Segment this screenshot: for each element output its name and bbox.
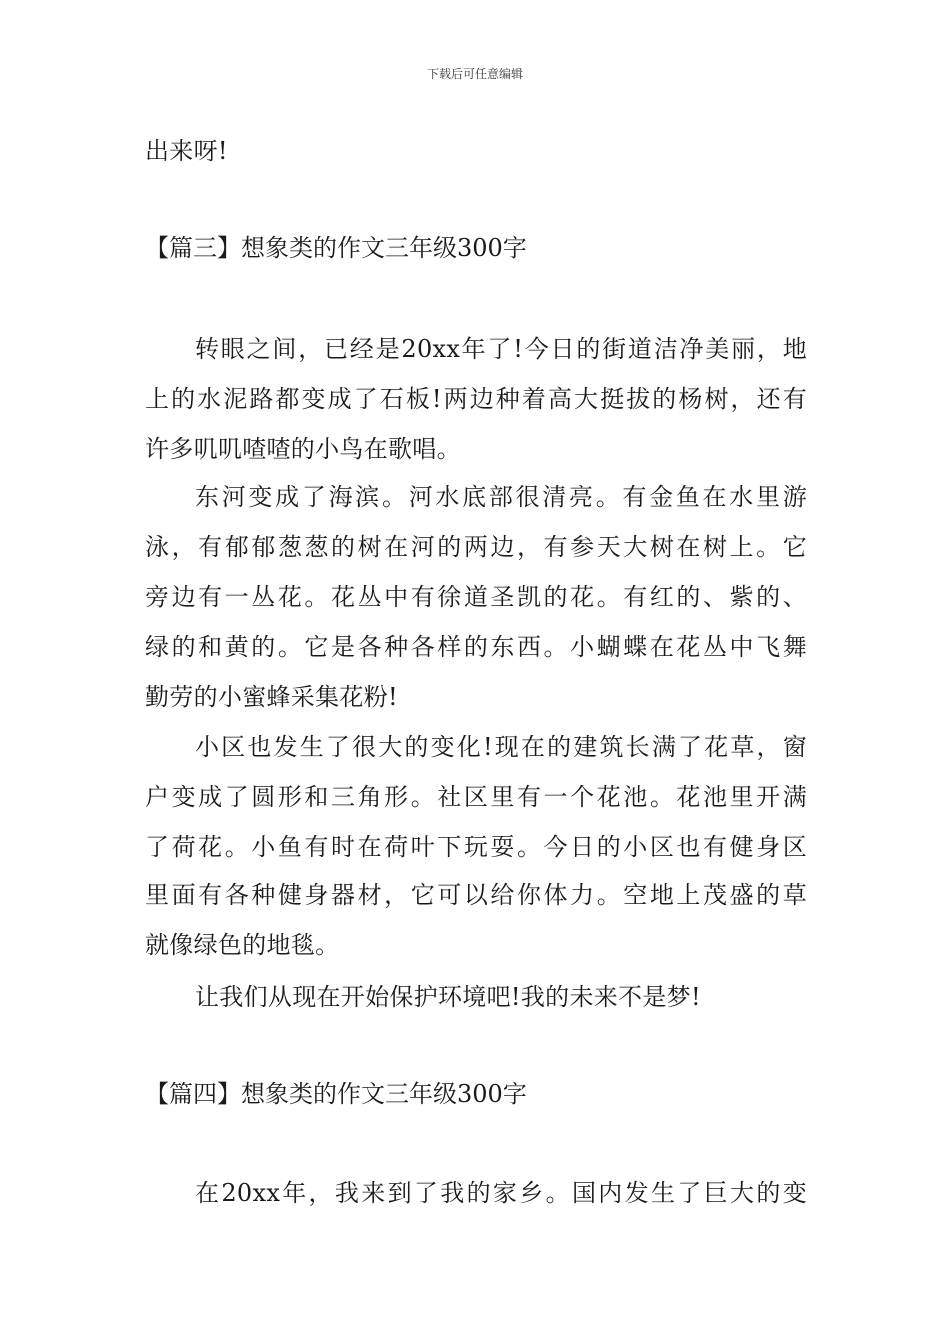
page-header: 下载后可任意编辑 <box>426 67 523 81</box>
text-line: 许多叽叽喳喳的小鸟在歌唱。 <box>145 435 461 463</box>
section-heading-3: 【篇三】想象类的作文三年级300字 <box>145 234 527 262</box>
text-line: 出来呀! <box>145 137 228 165</box>
text-line: 上的水泥路都变成了石板!两边种着高大挺拔的杨树，还有 <box>145 385 807 413</box>
text-line: 小区也发生了很大的变化!现在的建筑长满了花草，窗 <box>195 733 807 761</box>
text-line: 在20xx年，我来到了我的家乡。国内发生了巨大的变 <box>195 1179 807 1207</box>
text-line: 户变成了圆形和三角形。社区里有一个花池。花池里开满 <box>145 783 807 811</box>
text-line: 了荷花。小鱼有时在荷叶下玩耍。今日的小区也有健身区 <box>145 833 807 861</box>
text-line: 勤劳的小蜜蜂采集花粉! <box>145 683 398 711</box>
text-line: 东河变成了海滨。河水底部很清亮。有金鱼在水里游 <box>195 483 807 511</box>
text-line: 旁边有一丛花。花丛中有徐道圣凯的花。有红的、紫的、 <box>145 583 807 611</box>
text-line: 就像绿色的地毯。 <box>145 931 340 959</box>
text-line: 绿的和黄的。它是各种各样的东西。小蝴蝶在花丛中飞舞 <box>145 633 807 661</box>
section-heading-4: 【篇四】想象类的作文三年级300字 <box>145 1080 527 1108</box>
text-line: 里面有各种健身器材，它可以给你体力。空地上茂盛的草 <box>145 881 807 909</box>
text-line: 让我们从现在开始保护环境吧!我的未来不是梦! <box>195 983 701 1011</box>
text-line: 转眼之间，已经是20xx年了!今日的街道洁净美丽，地 <box>195 335 807 363</box>
text-line: 泳，有郁郁葱葱的树在河的两边，有参天大树在树上。它 <box>145 533 807 561</box>
